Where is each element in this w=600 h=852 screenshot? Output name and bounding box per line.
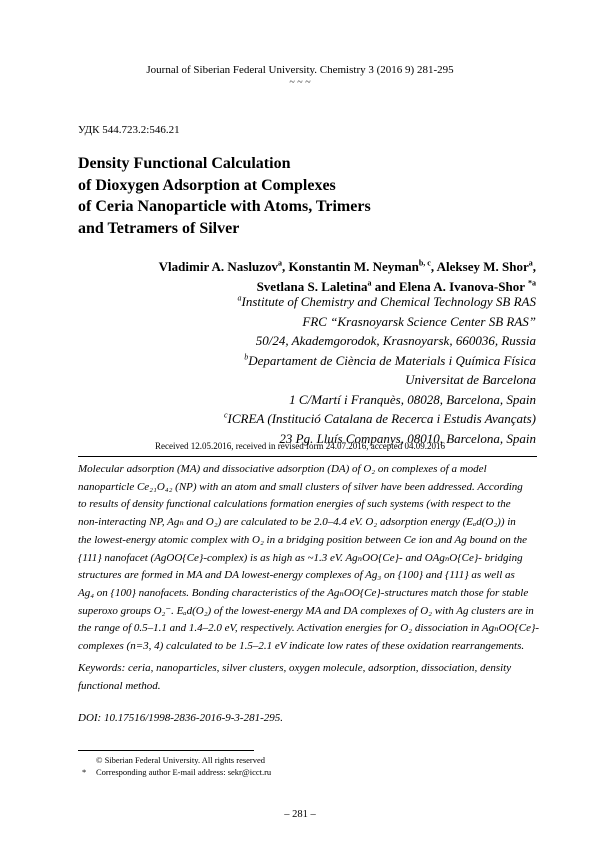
author-affil-mark: a: [528, 258, 533, 268]
footnote-text: © Siberian Federal University. All rights reserved: [96, 755, 266, 765]
footnote-text: Corresponding author E-mail address: sekr@icct.ru: [96, 767, 272, 777]
doi: DOI: 10.17516/1998-2836-2016-9-3-281-295.: [78, 712, 283, 724]
abstract-line: structures are formed in MA and DA lowest-energy complexes of Ag₃ on {100} and {111} as well as: [78, 569, 515, 582]
author-separator: ,: [281, 259, 289, 274]
affiliation-line: FRC “Krasnoyarsk Science Center SB RAS”: [302, 313, 536, 329]
author-list: [159, 257, 536, 297]
page-number: – 281 –: [284, 809, 316, 820]
author-affil-mark: a: [367, 278, 372, 288]
author-name: Elena A. Ivanova-Shor: [398, 279, 528, 294]
author-separator: ,: [430, 259, 437, 274]
author-name: Vladimir A. Nasluzov: [158, 259, 278, 274]
abstract-line: the lowest-energy atomic complex with O₂ in a bridging position between Ce ion and Ag bound on the: [78, 533, 527, 546]
abstract: [78, 461, 540, 656]
affiliation-line: 23 Pg. Lluís Companys, 08010, Barcelona, Spain: [279, 430, 536, 446]
author-separator: and: [371, 279, 399, 294]
title-line: Density Functional Calculation: [78, 155, 291, 172]
author-affil-mark: *a: [528, 278, 536, 288]
abstract-line: to results of density functional calculations formation energies of such systems (with respect to the: [78, 498, 511, 511]
affiliations: [224, 292, 536, 448]
affiliation-mark: b: [244, 352, 249, 362]
abstract-line: non-interacting NP, Agₙ and O₂) are calculated to be 2.0–4.4 eV. O₂ adsorption energy (Eₐd(O₂)) in: [78, 516, 516, 529]
author-separator: ,: [532, 259, 536, 274]
abstract-line: Molecular adsorption (MA) and dissociative adsorption (DA) of O₂ on complexes of a model: [78, 463, 487, 475]
author-affil-mark: a: [277, 258, 282, 268]
affiliation-line: Universitat de Barcelona: [405, 372, 536, 387]
abstract-line: complexes (n=3, 4) calculated to be 1.5–2.1 eV indicate low rates of these oxidation rearrangements.: [78, 640, 525, 653]
abstract-line: nanoparticle Ce₂₁O₄₂ (NP) with an atom and small clusters of silver have been addressed. According: [78, 480, 523, 493]
footnote-mark: *: [82, 767, 87, 777]
abstract-line: the range of 0.5–1.1 and 1.4–2.0 eV, respectively. Activation energies for O₂ dissociation in AgₙOO{Ce}-: [78, 622, 540, 635]
received-dates: Received 12.05.2016, received in revised form 24.07.2016, accepted 04.09.2016: [155, 441, 445, 451]
affiliation-line: 1 C/Martí i Franquès, 08028, Barcelona, Spain: [289, 391, 536, 407]
title-line: and Tetramers of Silver: [78, 219, 240, 237]
footnote-email: [82, 767, 271, 777]
journal-header: Journal of Siberian Federal University. Chemistry 3 (2016 9) 281-295: [146, 64, 454, 76]
footnote-copyright: [82, 755, 265, 765]
author-line-1: [159, 257, 536, 277]
keywords: Keywords: ceria, nanoparticles, silver clusters, oxygen molecule, adsorption, dissociation, density functional method.: [78, 662, 512, 692]
abstract-line: Ag₄ on {100} nanofacets. Bonding characteristics of the AgₙOO{Ce}-structures match those for stable: [78, 586, 529, 599]
header-ornament: ~ ~ ~: [289, 77, 311, 88]
affiliation-mark: a: [237, 293, 242, 303]
footnote-divider: [78, 750, 254, 751]
divider-line: [78, 456, 537, 457]
title-line: of Dioxygen Adsorption at Complexes: [78, 176, 336, 194]
paper-title: [78, 153, 371, 239]
author-name: Aleksey M. Shor: [436, 259, 529, 274]
abstract-line: superoxo groups O₂⁻. Eₐd(O₂) of the lowest-energy MA and DA complexes of O₂ with Ag clusters are in: [78, 604, 534, 617]
affiliation-line: $^c$ICREA (Institució Catalana de Recerca i Estudis Avançats): [223, 410, 536, 426]
author-affil-mark: b, c: [418, 258, 431, 268]
title-line: of Ceria Nanoparticle with Atoms, Trimers: [78, 198, 371, 215]
author-name: Svetlana S. Laletina: [256, 279, 368, 294]
author-name: Konstantin M. Neyman: [288, 259, 419, 274]
affiliation-mark: c: [223, 410, 228, 420]
affiliation-line: $^b$Departament de Ciència de Materials i Química Física: [244, 352, 536, 368]
abstract-line: {111} nanofacet (AgOO{Ce}-complex) is as high as ~1.3 eV. AgₙOO{Ce}- and OAgₙO{Ce}- bridging: [78, 551, 523, 564]
affiliation-line: 50/24, Akademgorodok, Krasnoyarsk, 660036, Russia: [255, 333, 536, 348]
affiliation-line: $^a$Institute of Chemistry and Chemical Technology SB RAS: [237, 293, 536, 309]
udk-code: УДК 544.723.2:546.21: [78, 124, 180, 136]
